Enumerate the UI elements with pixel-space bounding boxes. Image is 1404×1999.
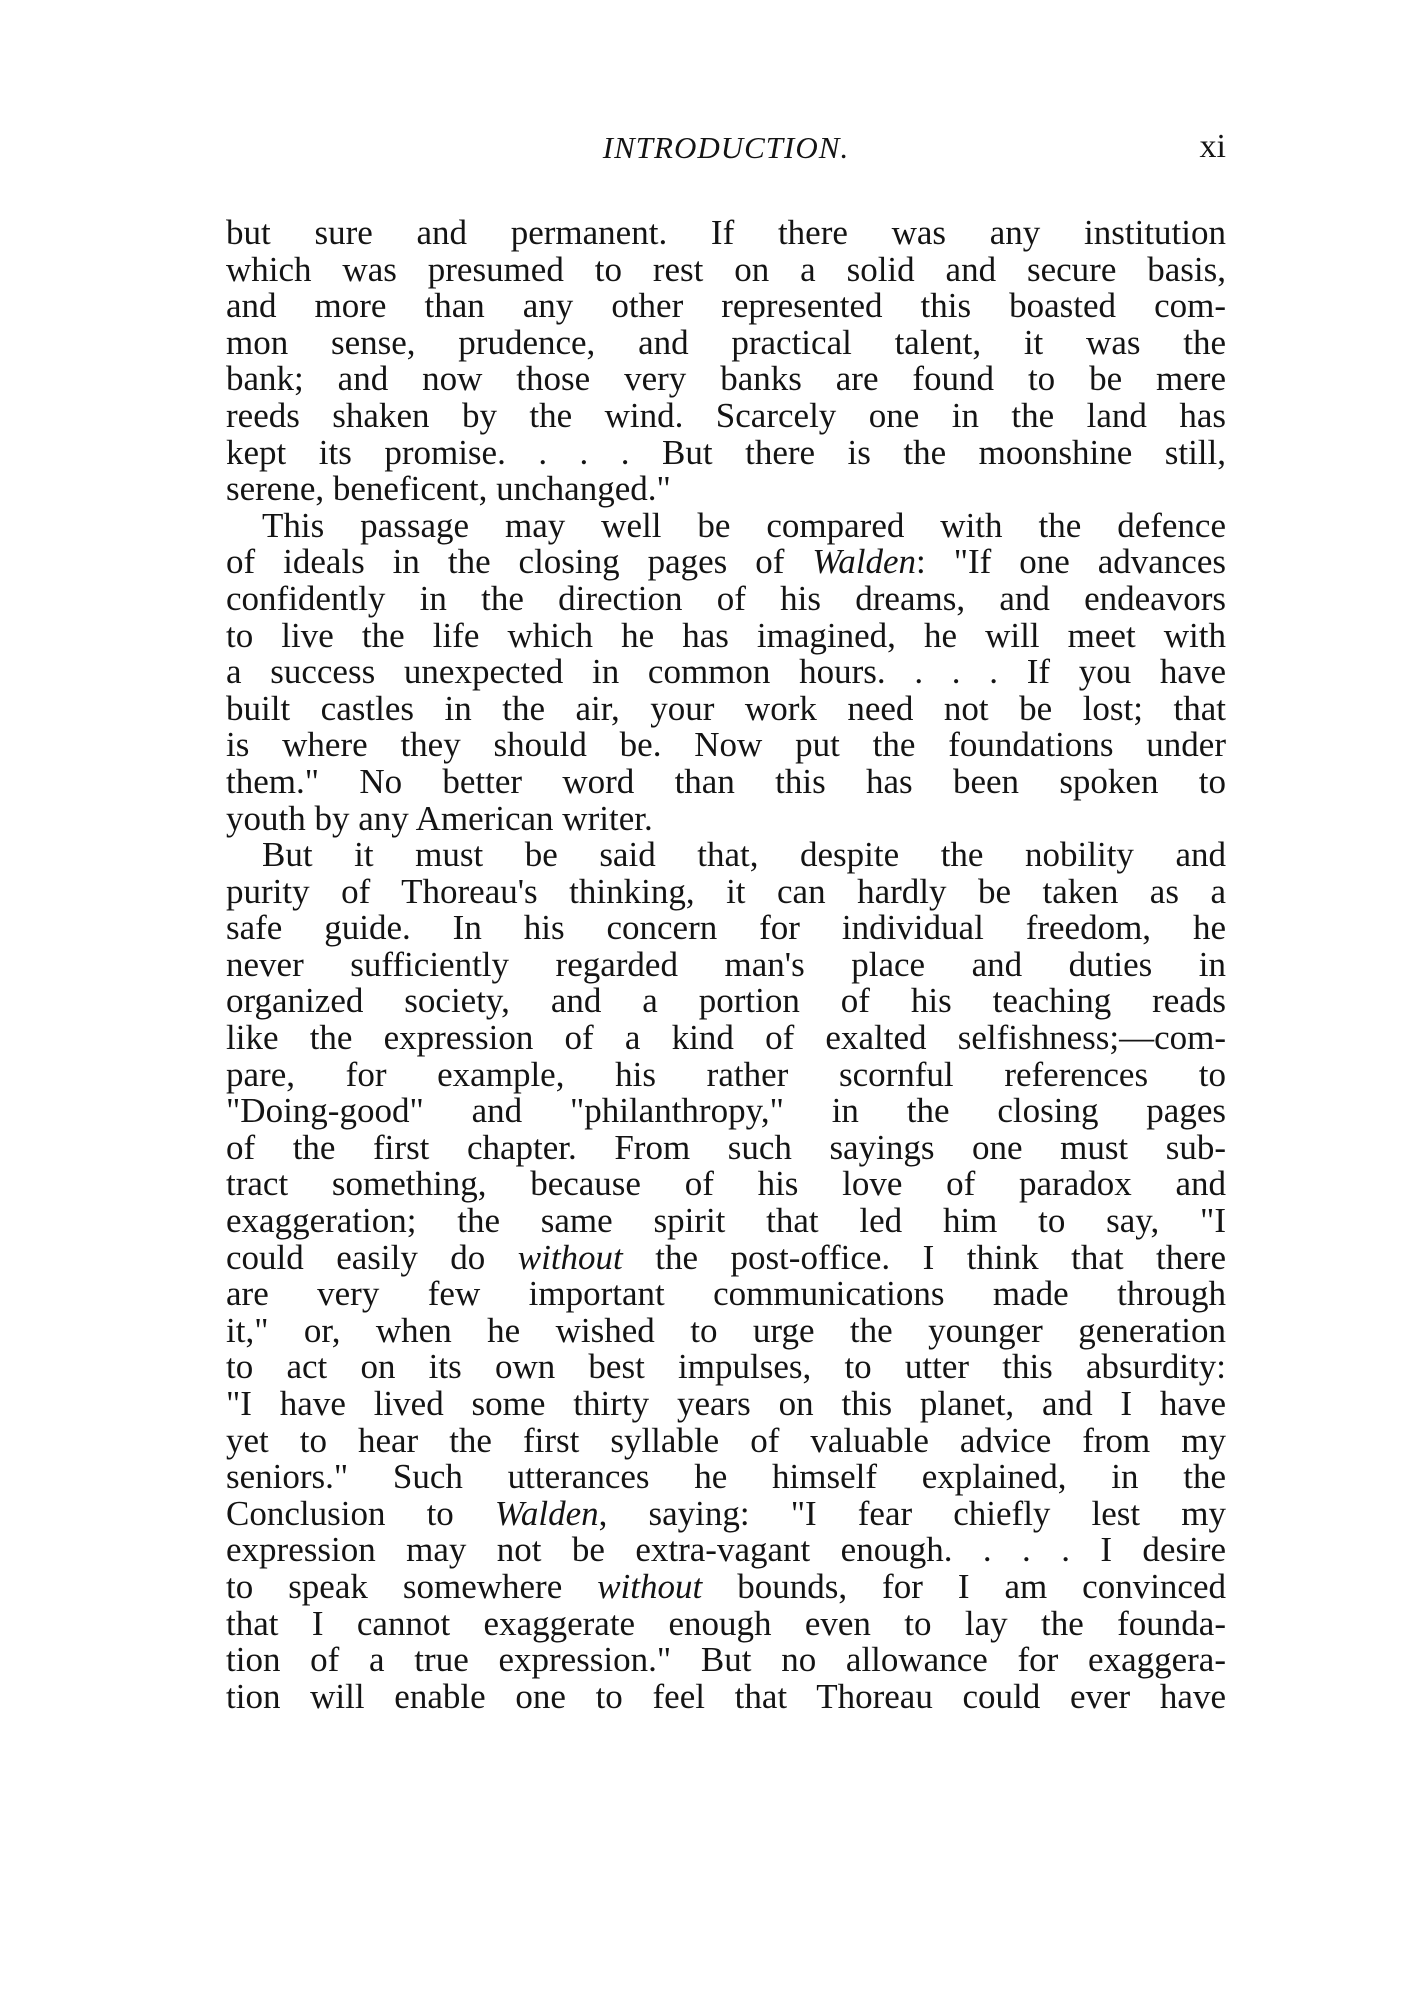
text-line: it," or, when he wished to urge the younger generation	[226, 1310, 1226, 1350]
text-line: them." No better word than this has been spoken to	[226, 761, 1226, 801]
text-line: tion of a true expression." But no allowance for exaggera-	[226, 1640, 1226, 1680]
text-line: purity of Thoreau's thinking, it can hardly be taken as a	[226, 871, 1226, 911]
text-line: seniors." Such utterances he himself explained, in the	[226, 1457, 1226, 1497]
text-line: to speak somewhere without bounds, for I am convinced	[226, 1566, 1226, 1606]
text-line: This passage may well be compared with the defence	[262, 505, 1226, 545]
text-line: pare, for example, his rather scornful references to	[226, 1054, 1226, 1094]
body-text	[226, 215, 1226, 1715]
text-line: a success unexpected in common hours. . . . If you have	[226, 652, 1226, 692]
text-line: exaggeration; the same spirit that led him to say, "I	[226, 1201, 1226, 1241]
text-line: to live the life which he has imagined, he will meet with	[226, 615, 1226, 655]
text-line: could easily do without the post-office. I think that there	[226, 1237, 1226, 1277]
text-line: never sufficiently regarded man's place and duties in	[226, 944, 1226, 984]
text-line: Conclusion to Walden, saying: "I fear chiefly lest my	[226, 1493, 1226, 1533]
text-line: to act on its own best impulses, to utter this absurdity:	[226, 1347, 1226, 1387]
text-line: kept its promise. . . . But there is the moonshine still,	[226, 432, 1226, 472]
text-line: youth by any American writer.	[226, 798, 653, 838]
text-line: are very few important communications made through	[226, 1274, 1226, 1314]
text-line: but sure and permanent. If there was any institution	[226, 213, 1226, 252]
text-line: yet to hear the first syllable of valuable advice from my	[226, 1420, 1226, 1460]
text-line: of the first chapter. From such sayings one must sub-	[226, 1127, 1226, 1167]
text-line: built castles in the air, your work need not be lost; that	[226, 688, 1226, 728]
text-line: of ideals in the closing pages of Walden: "If one advances	[226, 542, 1226, 582]
text-line: tract something, because of his love of paradox and	[226, 1164, 1226, 1204]
text-line: serene, beneficent, unchanged."	[226, 469, 671, 509]
text-line: confidently in the direction of his dreams, and endeavors	[226, 578, 1226, 618]
text-line: that I cannot exaggerate enough even to lay the founda-	[226, 1603, 1226, 1643]
text-line: But it must be said that, despite the nobility and	[262, 835, 1226, 875]
text-line: is where they should be. Now put the foundations under	[226, 725, 1226, 765]
text-line: safe guide. In his concern for individual freedom, he	[226, 908, 1226, 948]
running-title: INTRODUCTION.	[602, 130, 850, 165]
text-line: expression may not be extra-vagant enough. . . . I desire	[226, 1530, 1226, 1570]
text-line: reeds shaken by the wind. Scarcely one in the land has	[226, 395, 1226, 435]
text-line: bank; and now those very banks are found to be mere	[226, 359, 1226, 399]
text-line: "I have lived some thirty years on this planet, and I have	[226, 1384, 1226, 1423]
text-line: "Doing-good" and "philanthropy," in the closing pages	[226, 1091, 1226, 1131]
text-line: organized society, and a portion of his teaching reads	[226, 981, 1226, 1021]
running-head	[226, 130, 1226, 180]
page-number: xi	[1199, 128, 1226, 165]
text-line: and more than any other represented this boasted com-	[226, 286, 1226, 326]
text-line: tion will enable one to feel that Thoreau could ever have	[226, 1676, 1226, 1716]
text-line: like the expression of a kind of exalted selfishness;—com-	[226, 1018, 1226, 1058]
text-line: mon sense, prudence, and practical talent, it was the	[226, 322, 1226, 362]
text-line: which was presumed to rest on a solid and secure basis,	[226, 249, 1226, 289]
